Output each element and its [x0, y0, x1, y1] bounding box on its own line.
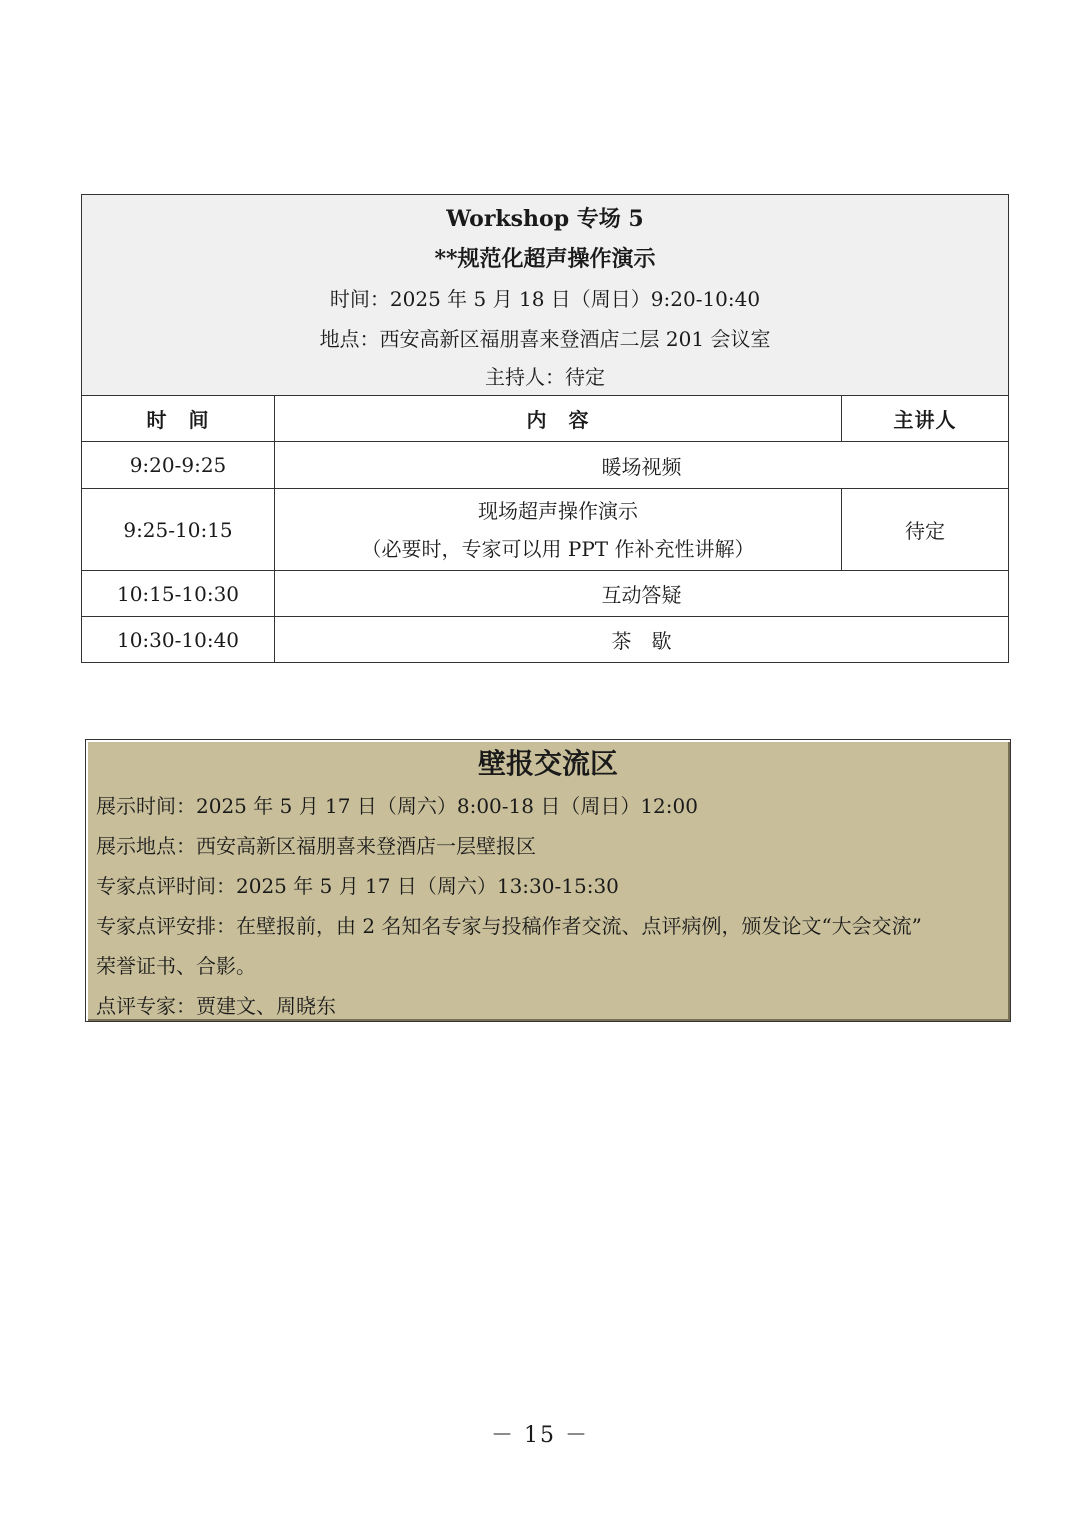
column-header-content: 内 容 — [275, 396, 842, 442]
row-time: 9:25-10:15 — [82, 489, 275, 571]
poster-review-time: 专家点评时间：2025 年 5 月 17 日（周六）13:30-15:30 — [96, 874, 619, 898]
row-content: 茶 歇 — [275, 617, 1009, 663]
column-header-speaker: 主讲人 — [842, 396, 1009, 442]
poster-review-arrangement-cont: 荣誉证书、合影。 — [96, 954, 256, 978]
row-time: 10:15-10:30 — [82, 571, 275, 617]
workshop-header — [82, 195, 1009, 396]
workshop-location: 地点：西安高新区福朋喜来登酒店二层 201 会议室 — [319, 327, 771, 351]
poster-display-time: 展示时间：2025 年 5 月 17 日（周六）8:00-18 日（周日）12:00 — [96, 794, 698, 818]
workshop-title: Workshop 专场 5 — [446, 206, 644, 232]
poster-exchange-box — [85, 739, 1011, 1022]
row-content-line: 现场超声操作演示 — [478, 498, 638, 523]
table-row — [82, 571, 1009, 617]
row-content: 互动答疑 — [275, 571, 1009, 617]
workshop-schedule-table — [81, 194, 1009, 663]
row-content: 暖场视频 — [275, 442, 1009, 489]
page-number: － 15 － — [491, 1423, 589, 1448]
poster-display-location: 展示地点：西安高新区福朋喜来登酒店一层壁报区 — [96, 834, 536, 858]
row-content — [275, 489, 842, 571]
row-time: 10:30-10:40 — [82, 617, 275, 663]
poster-reviewers: 点评专家：贾建文、周晓东 — [96, 994, 336, 1018]
workshop-time: 时间：2025 年 5 月 18 日（周日）9:20-10:40 — [329, 287, 761, 311]
table-row — [82, 489, 1009, 571]
table-row — [82, 442, 1009, 489]
poster-review-arrangement: 专家点评安排：在壁报前，由 2 名知名专家与投稿作者交流、点评病例，颁发论文“大会交流” — [96, 914, 922, 938]
row-time: 9:20-9:25 — [82, 442, 275, 489]
table-row — [82, 617, 1009, 663]
poster-title: 壁报交流区 — [477, 747, 618, 780]
column-header-time: 时 间 — [82, 396, 275, 442]
workshop-subtitle: **规范化超声操作演示 — [434, 246, 656, 272]
row-content-note: （必要时，专家可以用 PPT 作补充性讲解） — [361, 536, 755, 561]
row-speaker: 待定 — [842, 489, 1009, 571]
workshop-host: 主持人：待定 — [485, 365, 605, 389]
